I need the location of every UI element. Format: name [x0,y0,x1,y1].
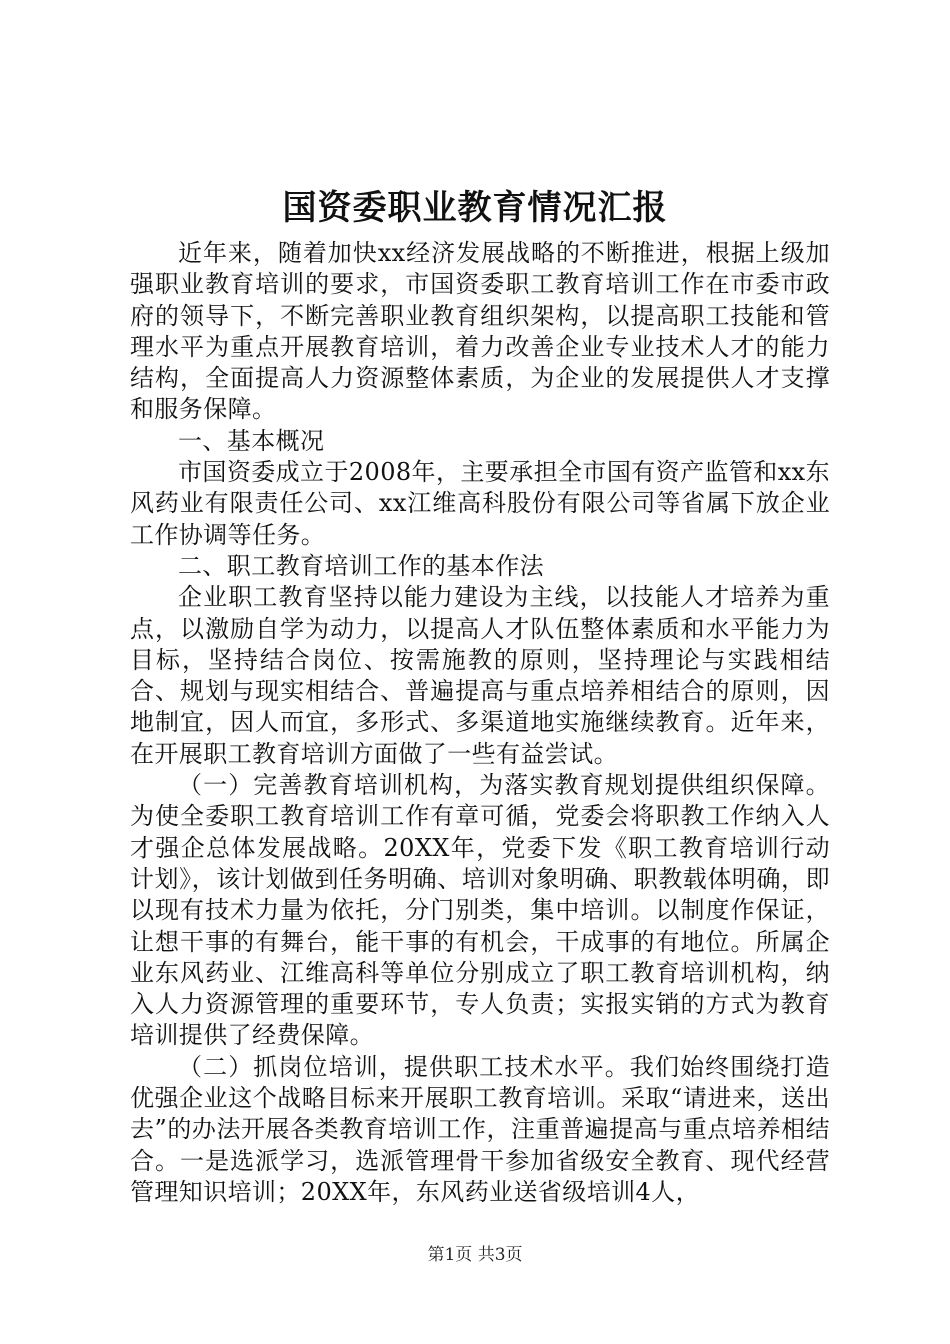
subsection-2-paragraph: （二）抓岗位培训，提供职工技术水平。我们始终围绕打造优强企业这个战略目标来开展职工教育培训。采取“请进来，送出去”的办法开展各类教育培训工作，注重普遍提高与重点培养相结合。一是选派学习，选派管理骨干参加省级安全教育、现代经营管理知识培训；20XX年，东风药业送省级培训4人， [130,1052,830,1206]
document-title: 国资委职业教育情况汇报 [282,188,668,228]
subsection-1-paragraph: （一）完善教育培训机构，为落实教育规划提供组织保障。为使全委职工教育培训工作有章可循，党委会将职教工作纳入人才强企总体发展战略。20XX年，党委下发《职工教育培训行动计划》，该计划做到任务明确、培训对象明确、职教载体明确，即以现有技术力量为依托，分门别类，集中培训。以制度作保证，让想干事的有舞台，能干事的有机会，干成事的有地位。所属企业东风药业、江维高科等单位分别成立了职工教育培训机构，纳入人力资源管理的重要环节，专人负责；实报实销的方式为教育培训提供了经费保障。 [130,771,830,1050]
intro-paragraph: 近年来，随着加快xx经济发展战略的不断推进，根据上级加强职业教育培训的要求，市国资委职工教育培训工作在市委市政府的领导下，不断完善职业教育组织架构，以提高职工技能和管理水平为重点开展教育培训，着力改善企业专业技术人才的能力结构，全面提高人力资源整体素质，为企业的发展提供人才支撑和服务保障。 [130,239,830,424]
section-heading-overview: 一、基本概况 [178,426,325,455]
page-footer: 第1页 共3页 [427,1245,523,1265]
practices-paragraph: 企业职工教育坚持以能力建设为主线，以技能人才培养为重点，以激励自学为动力，以提高人才队伍整体素质和水平能力为目标，坚持结合岗位、按需施教的原则，坚持理论与实践相结合、规划与现实相结合、普遍提高与重点培养相结合的原则，因地制宜，因人而宜，多形式、多渠道地实施继续教育。近年来，在开展职工教育培训方面做了一些有益尝试。 [130,583,830,768]
overview-paragraph: 市国资委成立于2008年，主要承担全市国有资产监管和xx东风药业有限责任公司、xx江维高科股份有限公司等省属下放企业工作协调等任务。 [130,458,830,549]
document-body [130,238,830,1208]
section-heading-practices: 二、职工教育培训工作的基本作法 [178,551,544,580]
